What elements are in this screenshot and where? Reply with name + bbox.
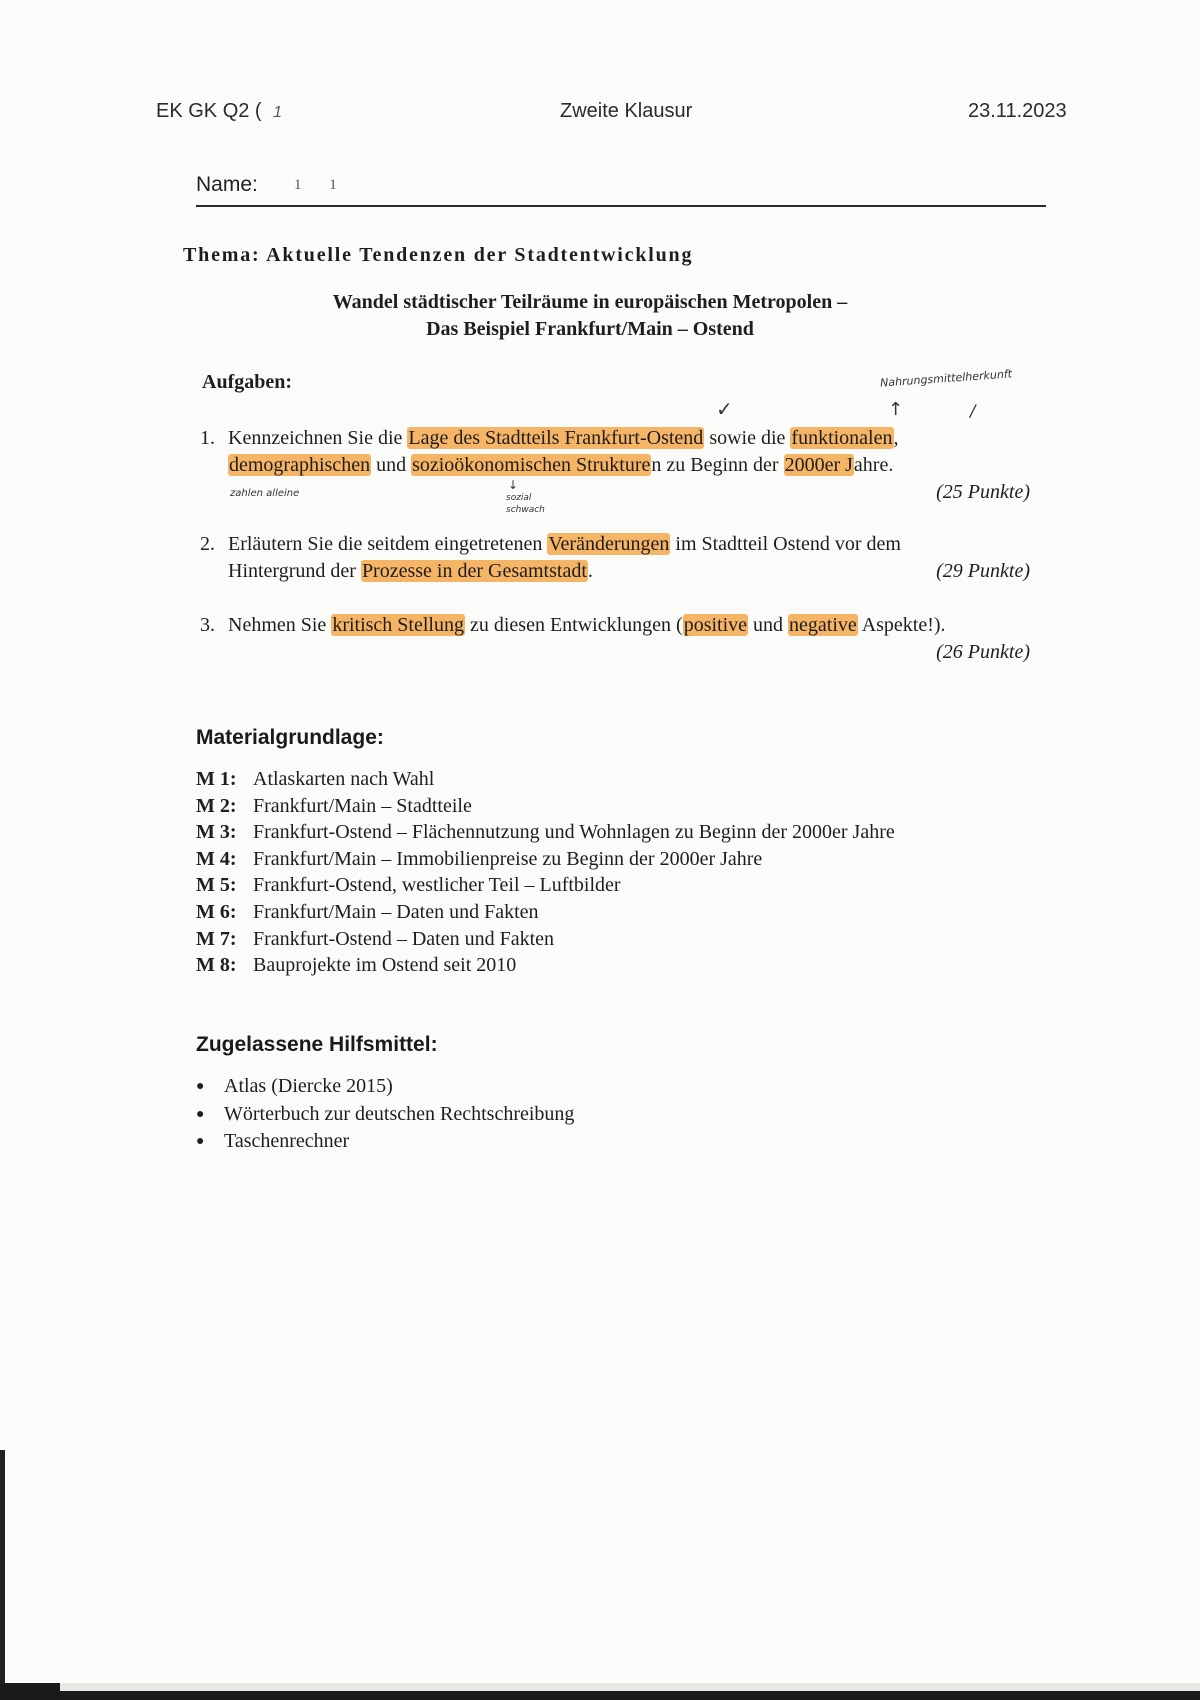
task-text: Nehmen Sie	[228, 614, 332, 636]
task-1	[200, 425, 1030, 506]
aid-text: Wörterbuch zur deutschen Rechtschreibung	[224, 1102, 575, 1125]
list-item	[196, 952, 895, 979]
task-3	[200, 612, 1030, 666]
highlighted-text: sozioökonomischen Strukture	[412, 454, 651, 476]
highlighted-text: 2000er J	[784, 454, 853, 476]
task-text: und	[371, 454, 412, 476]
task-number: 1.	[200, 427, 215, 449]
tasks-heading: Aufgaben:	[202, 371, 293, 393]
task-1-line-1	[228, 425, 1030, 452]
task-2	[200, 531, 1030, 585]
material-text: Atlaskarten nach Wahl	[253, 768, 435, 790]
task-text: Kennzeichnen Sie die	[228, 427, 408, 449]
highlighted-text: kritisch Stellung	[332, 614, 464, 636]
highlighted-text: funktionalen	[791, 427, 893, 449]
aids-heading: Zugelassene Hilfsmittel:	[196, 1033, 438, 1056]
list-item	[196, 1101, 574, 1129]
handwritten-arrow-down: ↓	[508, 478, 519, 492]
name-label: Name:	[196, 173, 258, 196]
course-code: EK GK Q2 (	[156, 100, 262, 122]
task-text: Aspekte!).	[857, 614, 946, 636]
material-label: M 2:	[196, 794, 237, 817]
task-text: Hintergrund der	[228, 560, 361, 582]
task-2-line-2	[228, 558, 1030, 585]
task-points: (26 Punkte)	[936, 641, 1030, 663]
handwritten-note-top-right: Nahrungsmittelherkunft	[879, 367, 1013, 390]
handwritten-check-2: /	[970, 401, 976, 420]
task-text: sowie die	[704, 427, 791, 449]
highlighted-text: Veränderungen	[548, 533, 670, 555]
material-label: M 6:	[196, 900, 237, 923]
material-text: Frankfurt-Ostend – Daten und Fakten	[253, 927, 555, 950]
name-handwritten-marks: 1 1	[294, 177, 349, 193]
handwritten-note-below-mid-2: schwach	[506, 505, 545, 515]
bullet-icon: ●	[196, 1134, 205, 1150]
material-label: M 3:	[196, 821, 237, 844]
task-points: (25 Punkte)	[936, 481, 1030, 503]
material-text: Frankfurt/Main – Immobilienpreise zu Beginn der 2000er Jahre	[253, 847, 763, 870]
aid-text: Taschenrechner	[224, 1130, 350, 1153]
scan-edge-shadow	[0, 1450, 5, 1690]
exam-date: 23.11.2023	[968, 100, 1067, 122]
task-text: n zu Beginn der	[651, 454, 784, 476]
list-item	[196, 846, 895, 873]
task-points: (29 Punkte)	[936, 560, 1030, 582]
handwritten-check: ✓	[716, 397, 733, 421]
material-label: M 7:	[196, 927, 237, 950]
highlighted-text: demographischen	[229, 454, 371, 476]
subtitle-line-1: Wandel städtischer Teilräume in europäischen Metropolen –	[332, 291, 848, 313]
highlighted-text: negative	[789, 614, 857, 636]
bullet-icon: ●	[196, 1079, 205, 1094]
list-item	[196, 819, 895, 846]
aids-list	[196, 1073, 574, 1156]
material-text: Bauprojekte im Ostend seit 2010	[253, 954, 517, 977]
task-3-line-1	[228, 612, 1030, 639]
materials-list	[196, 766, 895, 979]
highlighted-text: Prozesse in der Gesamtstadt	[361, 560, 587, 582]
material-text: Frankfurt/Main – Stadtteile	[253, 794, 472, 817]
task-text: Erläutern Sie die seitdem eingetretenen	[228, 533, 548, 555]
task-number: 3.	[200, 614, 215, 636]
handwritten-note-below-mid-1: sozial	[506, 493, 532, 503]
task-1-points-row	[228, 479, 1030, 506]
handwritten-arrow-up: ↑	[888, 399, 904, 420]
task-text: ,	[893, 427, 899, 449]
list-item	[196, 899, 895, 926]
bullet-icon: ●	[196, 1106, 205, 1122]
material-label: M 8:	[196, 954, 237, 977]
subtitle-line-2: Das Beispiel Frankfurt/Main – Ostend	[426, 318, 754, 340]
task-text: zu diesen Entwicklungen (	[464, 614, 683, 636]
highlighted-text: positive	[683, 614, 748, 636]
materials-heading: Materialgrundlage:	[196, 726, 384, 749]
task-1-line-2	[228, 452, 1030, 479]
list-item	[196, 766, 895, 793]
list-item	[196, 1073, 574, 1101]
aid-text: Atlas (Diercke 2015)	[224, 1075, 393, 1097]
highlighted-text: Lage des Stadtteils Frankfurt-Ostend	[408, 427, 704, 449]
list-item	[196, 1128, 574, 1156]
handwritten-note-below-left: zahlen alleine	[230, 488, 300, 499]
material-text: Frankfurt-Ostend, westlicher Teil – Luftbilder	[253, 874, 621, 897]
course-label	[156, 100, 282, 123]
exam-title: Zweite Klausur	[560, 100, 693, 122]
material-text: Frankfurt-Ostend – Flächennutzung und Wohnlagen zu Beginn der 2000er Jahre	[253, 821, 895, 844]
task-text: im Stadtteil Ostend vor dem	[670, 533, 901, 555]
material-text: Frankfurt/Main – Daten und Fakten	[253, 900, 539, 923]
topic-heading: Thema: Aktuelle Tendenzen der Stadtentwicklung	[183, 244, 694, 266]
task-text: und	[748, 614, 789, 636]
task-2-line-1	[228, 531, 1030, 558]
material-label: M 4:	[196, 847, 237, 870]
course-handwritten-mark: 1	[273, 104, 283, 121]
task-text: ahre.	[853, 454, 894, 476]
task-text: .	[587, 560, 593, 582]
task-number: 2.	[200, 533, 215, 555]
list-item	[196, 793, 895, 820]
scan-bottom-page-edge	[60, 1683, 1200, 1691]
task-3-points-row	[228, 639, 1030, 666]
list-item	[196, 872, 895, 899]
material-label: M 1:	[196, 768, 237, 790]
list-item	[196, 926, 895, 953]
material-label: M 5:	[196, 874, 237, 897]
name-field[interactable]	[196, 173, 1046, 207]
